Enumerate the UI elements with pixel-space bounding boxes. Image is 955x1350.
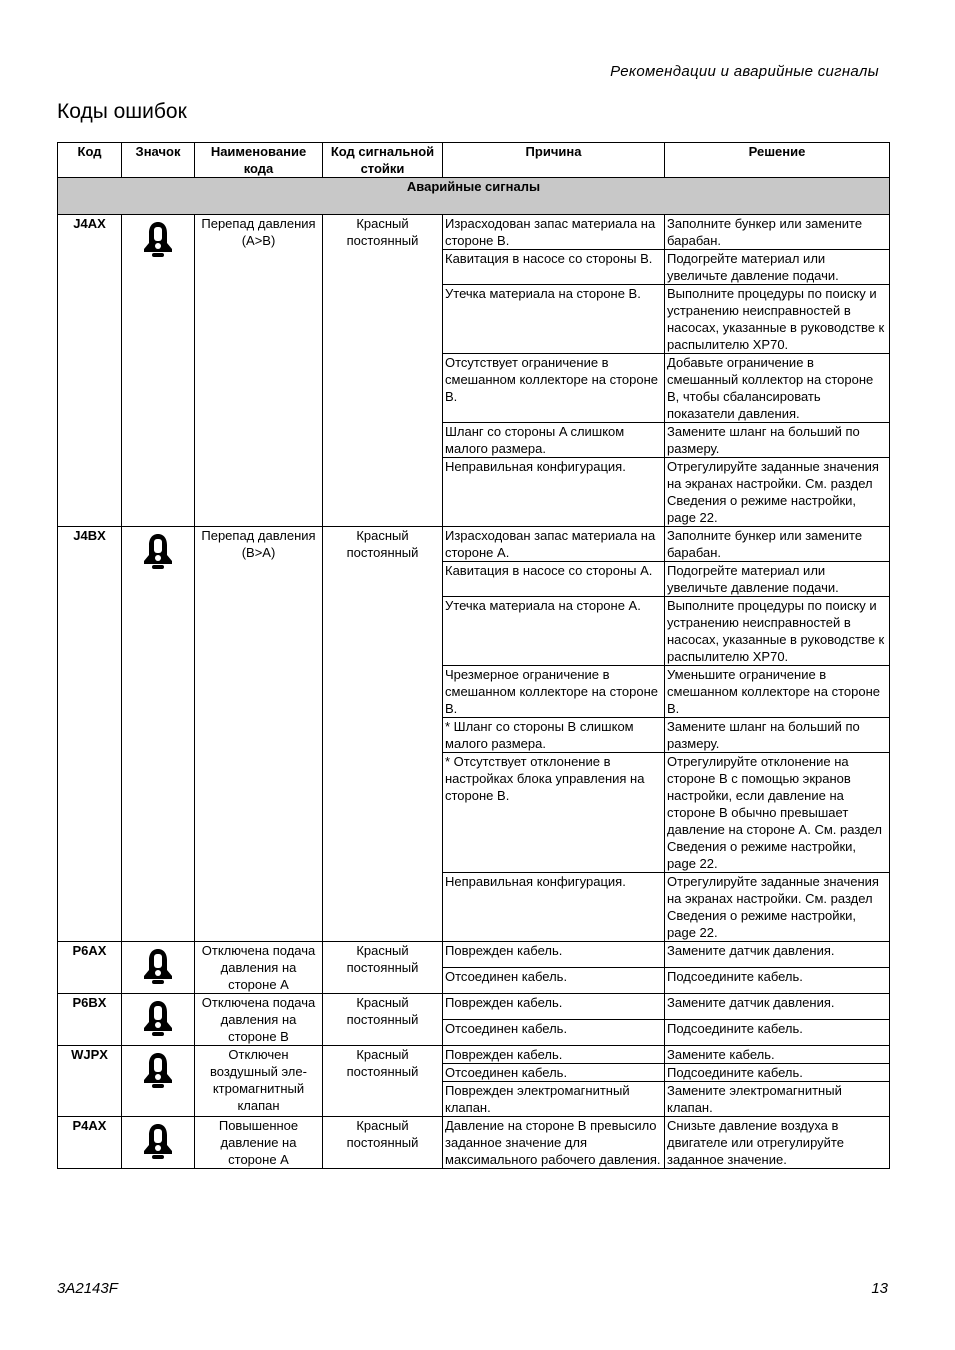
cause-cell: Кавитация в насосе со стороны A.	[443, 562, 665, 597]
solution-cell: Замените шланг на больший по размеру.	[665, 423, 890, 458]
solution-cell: Выполните процедуры по поиску и устранению неисправностей в насосах, указанные в руководстве к распылителю XP70.	[665, 597, 890, 666]
alarm-bell-icon	[138, 1050, 178, 1090]
cause-cell: Поврежден кабель.	[443, 942, 665, 968]
column-header: Код	[58, 143, 122, 178]
cause-cell: Отсутствует ограничение в смешанном коллекторе на стороне B.	[443, 354, 665, 423]
solution-cell: Подогрейте материал или увеличьте давление подачи.	[665, 250, 890, 285]
solution-cell: Замените датчик давления.	[665, 942, 890, 968]
solution-cell: Отрегулируйте заданные значения на экранах настройки. См. раздел Сведения о режиме настройки, page 22.	[665, 458, 890, 527]
solution-cell: Замените электромагнитный клапан.	[665, 1082, 890, 1117]
alarm-bell-icon	[138, 1121, 178, 1161]
signal-light-code: Красный постоянный	[323, 1117, 443, 1169]
icon-cell	[122, 527, 195, 942]
solution-cell: Подогрейте материал или увеличьте давление подачи.	[665, 562, 890, 597]
icon-cell	[122, 215, 195, 527]
alarm-bell-icon	[138, 946, 178, 986]
section-label: Аварийные сигналы	[58, 178, 890, 215]
solution-cell: Выполните процедуры по поиску и устранению неисправностей в насосах, указанные в руководстве к распылителю XP70.	[665, 285, 890, 354]
signal-light-code: Красный постоянный	[323, 942, 443, 994]
cause-cell: Отсоединен кабель.	[443, 1064, 665, 1082]
cause-cell: Утечка материала на стороне B.	[443, 285, 665, 354]
cause-cell: Неправильная конфигурация.	[443, 873, 665, 942]
cause-cell: * Отсутствует отклонение в настройках блока управления на стороне B.	[443, 753, 665, 873]
cause-cell: Утечка материала на стороне A.	[443, 597, 665, 666]
cause-cell: Поврежден кабель.	[443, 994, 665, 1020]
error-code: P6BX	[58, 994, 122, 1046]
page-number: 13	[871, 1280, 888, 1297]
error-codes-table	[57, 142, 890, 1169]
signal-light-code: Красный постоянный	[323, 1046, 443, 1117]
code-name: Отключена подача давления на стороне B	[195, 994, 323, 1046]
icon-cell	[122, 1117, 195, 1169]
error-code: WJPX	[58, 1046, 122, 1117]
column-header: Значок	[122, 143, 195, 178]
column-header: Код сигнальной стойки	[323, 143, 443, 178]
section-row	[58, 178, 890, 215]
alarm-bell-icon	[138, 531, 178, 571]
error-code: J4BX	[58, 527, 122, 942]
cause-cell: Израсходован запас материала на стороне B.	[443, 215, 665, 250]
cause-cell: * Шланг со стороны B слишком малого размера.	[443, 718, 665, 753]
table-row	[58, 527, 890, 562]
icon-cell	[122, 1046, 195, 1117]
document-id: 3A2143F	[57, 1280, 118, 1297]
icon-cell	[122, 942, 195, 994]
table-row	[58, 1117, 890, 1169]
error-code: P6AX	[58, 942, 122, 994]
solution-cell: Заполните бункер или замените барабан.	[665, 527, 890, 562]
alarm-bell-icon	[138, 219, 178, 259]
code-name: Перепад давления (A>B)	[195, 215, 323, 527]
alarm-bell-icon	[138, 998, 178, 1038]
solution-cell: Замените шланг на больший по размеру.	[665, 718, 890, 753]
cause-cell: Чрезмерное ограничение в смешанном коллекторе на стороне B.	[443, 666, 665, 718]
solution-cell: Добавьте ограничение в смешанный коллектор на стороне B, чтобы сбалансировать показатели давления.	[665, 354, 890, 423]
cause-cell: Неправильная конфигурация.	[443, 458, 665, 527]
cause-cell: Давление на стороне B превысило заданное значение для максимального рабочего давления.	[443, 1117, 665, 1169]
icon-cell	[122, 994, 195, 1046]
solution-cell: Подсоедините кабель.	[665, 1064, 890, 1082]
error-code: J4AX	[58, 215, 122, 527]
cause-cell: Отсоединен кабель.	[443, 1020, 665, 1046]
solution-cell: Уменьшите ограничение в смешанном коллекторе на стороне B.	[665, 666, 890, 718]
code-name: Отключена подача давления на стороне A	[195, 942, 323, 994]
solution-cell: Замените датчик давления.	[665, 994, 890, 1020]
cause-cell: Шланг со стороны A слишком малого размера.	[443, 423, 665, 458]
cause-cell: Поврежден электромагнитный клапан.	[443, 1082, 665, 1117]
solution-cell: Заполните бункер или замените барабан.	[665, 215, 890, 250]
table-row	[58, 942, 890, 968]
solution-cell: Отрегулируйте заданные значения на экранах настройки. См. раздел Сведения о режиме настройки, page 22.	[665, 873, 890, 942]
cause-cell: Кавитация в насосе со стороны B.	[443, 250, 665, 285]
error-code: P4AX	[58, 1117, 122, 1169]
cause-cell: Израсходован запас материала на стороне A.	[443, 527, 665, 562]
signal-light-code: Красный постоянный	[323, 527, 443, 942]
solution-cell: Подсоедините кабель.	[665, 968, 890, 994]
solution-cell: Отрегулируйте отклонение на стороне B с помощью экранов настройки, если давление на стороне B обычно превышает давление на стороне A. См. раздел Сведения о режиме настройки, page 22.	[665, 753, 890, 873]
column-header: Решение	[665, 143, 890, 178]
table-header-row	[58, 143, 890, 178]
code-name: Повышенное давление на стороне A	[195, 1117, 323, 1169]
signal-light-code: Красный постоянный	[323, 215, 443, 527]
cause-cell: Поврежден кабель.	[443, 1046, 665, 1064]
signal-light-code: Красный постоянный	[323, 994, 443, 1046]
table-row	[58, 994, 890, 1020]
table-row	[58, 1046, 890, 1064]
cause-cell: Отсоединен кабель.	[443, 968, 665, 994]
solution-cell: Подсоедините кабель.	[665, 1020, 890, 1046]
solution-cell: Замените кабель.	[665, 1046, 890, 1064]
column-header: Причина	[443, 143, 665, 178]
solution-cell: Снизьте давление воздуха в двигателе или отрегулируйте заданное значение.	[665, 1117, 890, 1169]
table-row	[58, 215, 890, 250]
column-header: Наименование кода	[195, 143, 323, 178]
section-header: Рекомендации и аварийные сигналы	[610, 63, 879, 80]
code-name: Перепад давления (B>A)	[195, 527, 323, 942]
code-name: Отключен воздушный эле- ктромагнитный клапан	[195, 1046, 323, 1117]
page-title: Коды ошибок	[57, 100, 187, 123]
